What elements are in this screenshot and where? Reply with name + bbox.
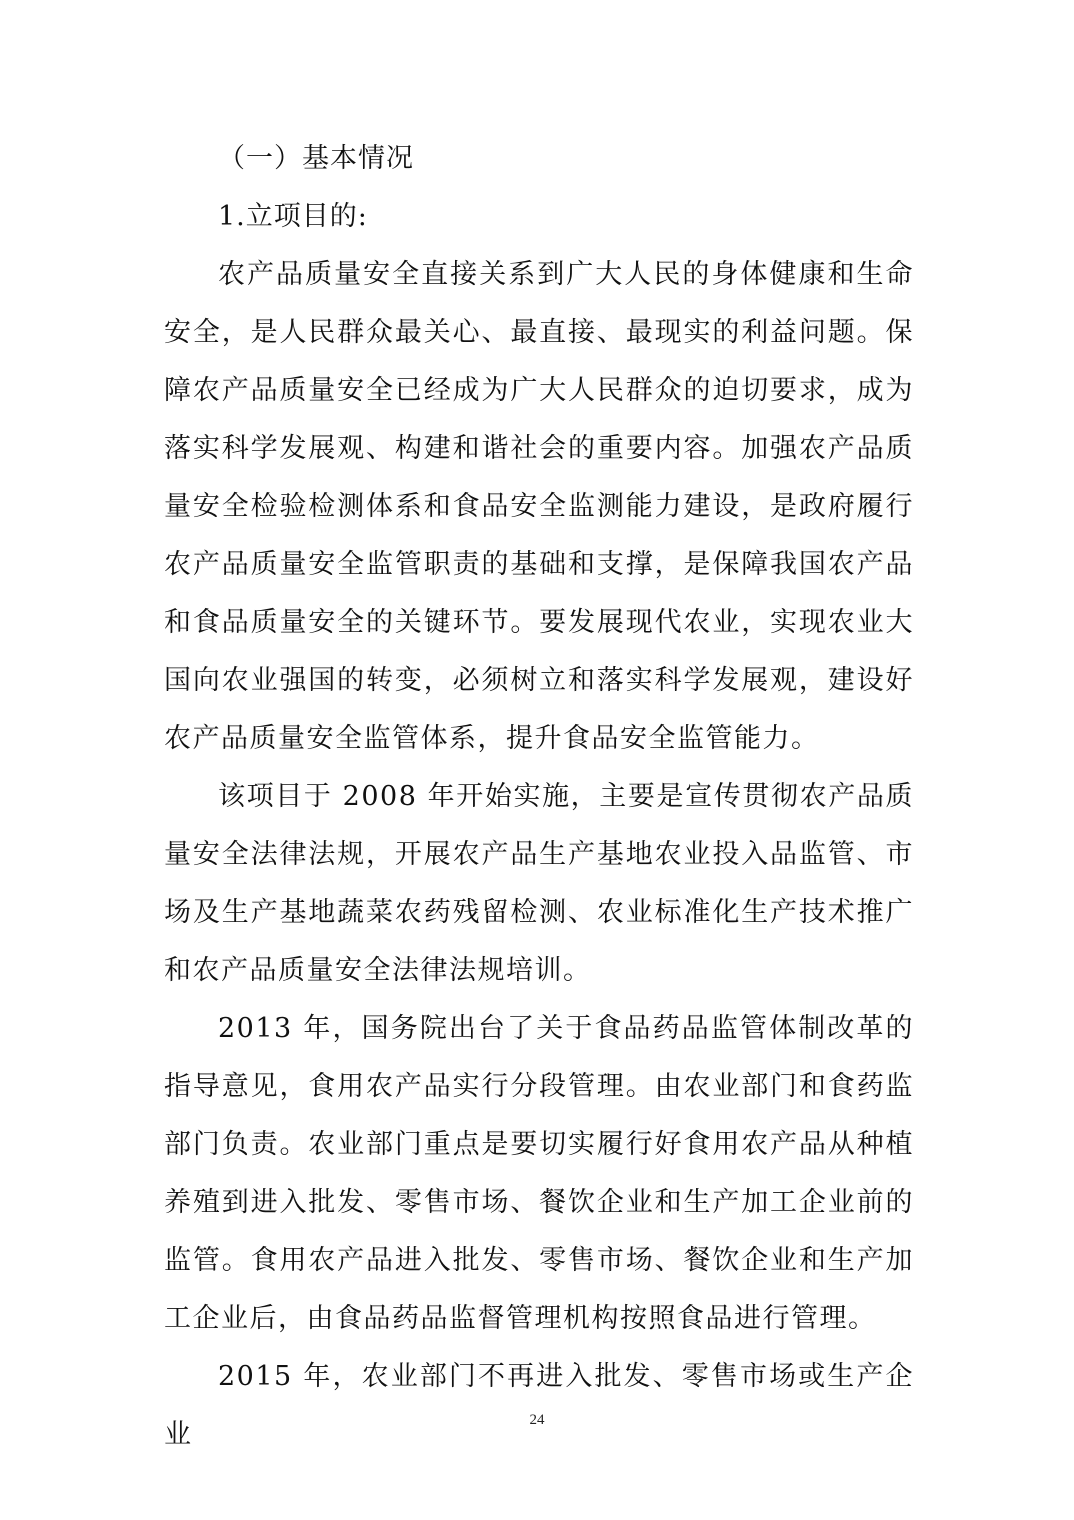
page-number: 24 xyxy=(529,1412,545,1428)
document-body xyxy=(164,130,914,1464)
section-heading: （一）基本情况 xyxy=(218,143,414,174)
subheading-purpose: 1.立项目的: xyxy=(218,201,368,232)
paragraph-1: 农产品质量安全直接关系到广大人民的身体健康和生命安全，是人民群众最关心、最直接、最现实的利益问题。保障农产品质量安全已经成为广大人民群众的迫切要求，成为落实科学发展观、构建和谐社会的重要内容。加强农产品质量安全检验检测体系和食品安全监测能力建设，是政府履行农产品质量安全监管职责的基础和支撑，是保障我国农产品和食品质量安全的关键环节。要发展现代农业，实现农业大国向农业强国的转变，必须树立和落实科学发展观，建设好农产品质量安全监管体系，提升食品安全监管能力。 xyxy=(164,259,914,754)
paragraph-2: 该项目于 2008 年开始实施，主要是宣传贯彻农产品质量安全法律法规，开展农产品生产基地农业投入品监管、市场及生产基地蔬菜农药残留检测、农业标准化生产技术推广和农产品质量安全法律法规培训。 xyxy=(164,781,914,986)
paragraph-3: 2013 年，国务院出台了关于食品药品监管体制改革的指导意见，食用农产品实行分段管理。由农业部门和食药监部门负责。农业部门重点是要切实履行好食用农产品从种植养殖到进入批发、零售市场、餐饮企业和生产加工企业前的监管。食用农产品进入批发、零售市场、餐饮企业和生产加工企业后，由食品药品监督管理机构按照食品进行管理。 xyxy=(164,1013,914,1334)
paragraph-4: 2015 年，农业部门不再进入批发、零售市场或生产企业 xyxy=(164,1361,914,1450)
